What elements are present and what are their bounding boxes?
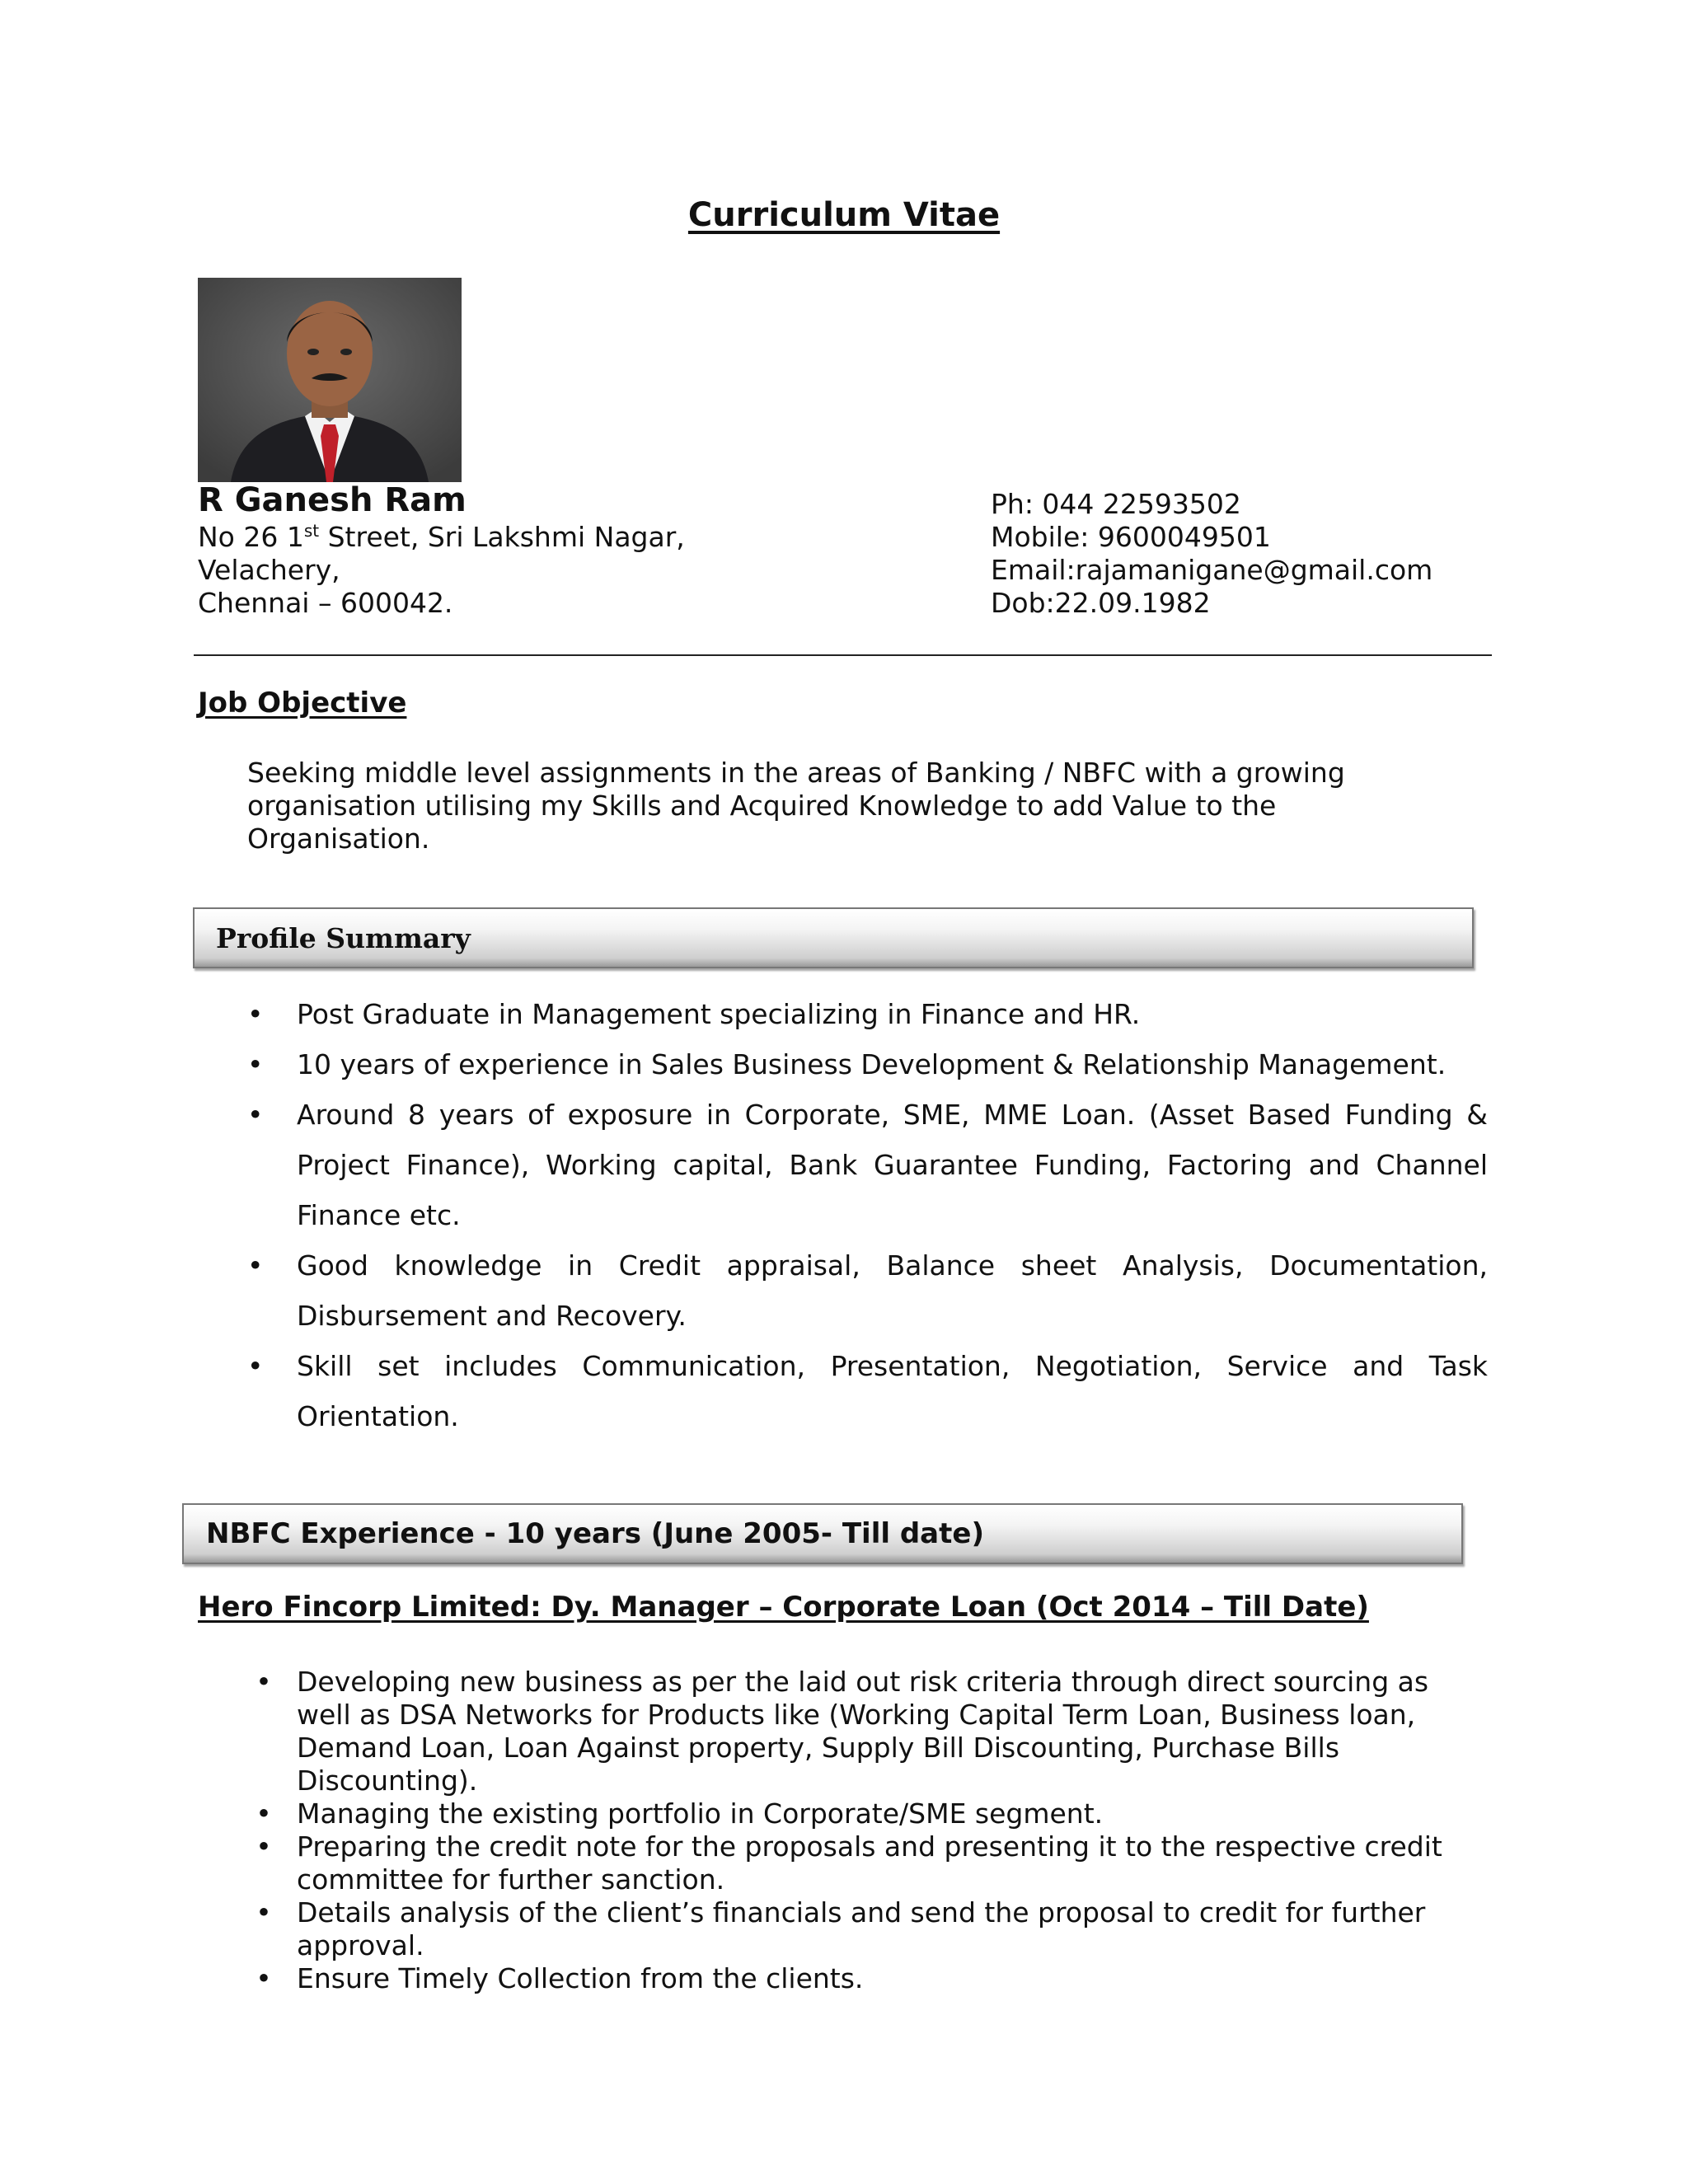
address-line-3: Chennai – 600042. (198, 587, 453, 619)
document-title: Curriculum Vitae (687, 196, 1001, 234)
bullet-icon: • (247, 1249, 264, 1282)
bullet-icon: • (256, 1896, 272, 1929)
mobile-number: Mobile: 9600049501 (991, 521, 1271, 553)
bullet-icon: • (256, 1962, 272, 1994)
bullet-icon: • (247, 998, 264, 1030)
portrait-image (198, 278, 462, 482)
contact-block (991, 488, 1432, 620)
date-of-birth: Dob:22.09.1982 (991, 587, 1211, 619)
profile-summary-heading: Profile Summary (193, 907, 1474, 968)
list-item: • Good knowledge in Credit appraisal, Balance sheet Analysis, Documentation, Disbursement and Recovery. (297, 1240, 1488, 1341)
list-item: • Preparing the credit note for the proposals and presenting it to the respective credit committee for further sanction. (297, 1830, 1475, 1896)
list-item: • Ensure Timely Collection from the clients. (297, 1962, 1475, 1995)
address-block (198, 521, 685, 620)
phone-number: Ph: 044 22593502 (991, 488, 1241, 520)
hero-fincorp-duties-list (256, 1666, 1475, 1995)
list-item: • Developing new business as per the laid out risk criteria through direct sourcing as well as DSA Networks for Products like (Working Capital Term Loan, Business loan, Demand Loan, Loan Against property, Supply Bill Discounting, Purchase Bills Discounting). (297, 1666, 1475, 1797)
bullet-icon: • (256, 1666, 272, 1698)
nbfc-experience-heading: NBFC Experience - 10 years (June 2005- Till date) (182, 1503, 1463, 1564)
list-item: • Managing the existing portfolio in Corporate/SME segment. (297, 1797, 1475, 1830)
job-objective-heading: Job Objective (198, 687, 407, 719)
bullet-icon: • (247, 1350, 264, 1382)
list-item: • Post Graduate in Management specializing in Finance and HR. (297, 989, 1488, 1039)
bullet-icon: • (256, 1797, 272, 1830)
employer-heading: Hero Fincorp Limited: Dy. Manager – Corporate Loan (Oct 2014 – Till Date) (198, 1591, 1369, 1624)
list-item: • Around 8 years of exposure in Corporate, SME, MME Loan. (Asset Based Funding & Project Finance), Working capital, Bank Guarantee Funding, Factoring and Channel Finance etc. (297, 1090, 1488, 1240)
job-objective-text: Seeking middle level assignments in the areas of Banking / NBFC with a growing organisation utilising my Skills and Acquired Knowledge to add Value to the Organisation. (247, 757, 1345, 855)
header-divider (194, 654, 1492, 656)
address-line-1: No 26 1st Street, Sri Lakshmi Nagar, (198, 521, 685, 553)
list-item: • 10 years of experience in Sales Business Development & Relationship Management. (297, 1039, 1488, 1090)
candidate-name: R Ganesh Ram (198, 481, 467, 519)
bullet-icon: • (247, 1048, 264, 1080)
bullet-icon: • (247, 1099, 264, 1131)
profile-summary-list (247, 989, 1488, 1441)
email-address: Email:rajamanigane@gmail.com (991, 554, 1433, 586)
profile-photo (198, 278, 462, 482)
list-item: • Skill set includes Communication, Presentation, Negotiation, Service and Task Orientation. (297, 1341, 1488, 1441)
list-item: • Details analysis of the client’s financials and send the proposal to credit for further approval. (297, 1896, 1475, 1962)
address-line-2: Velachery, (198, 554, 340, 586)
bullet-icon: • (256, 1830, 272, 1863)
